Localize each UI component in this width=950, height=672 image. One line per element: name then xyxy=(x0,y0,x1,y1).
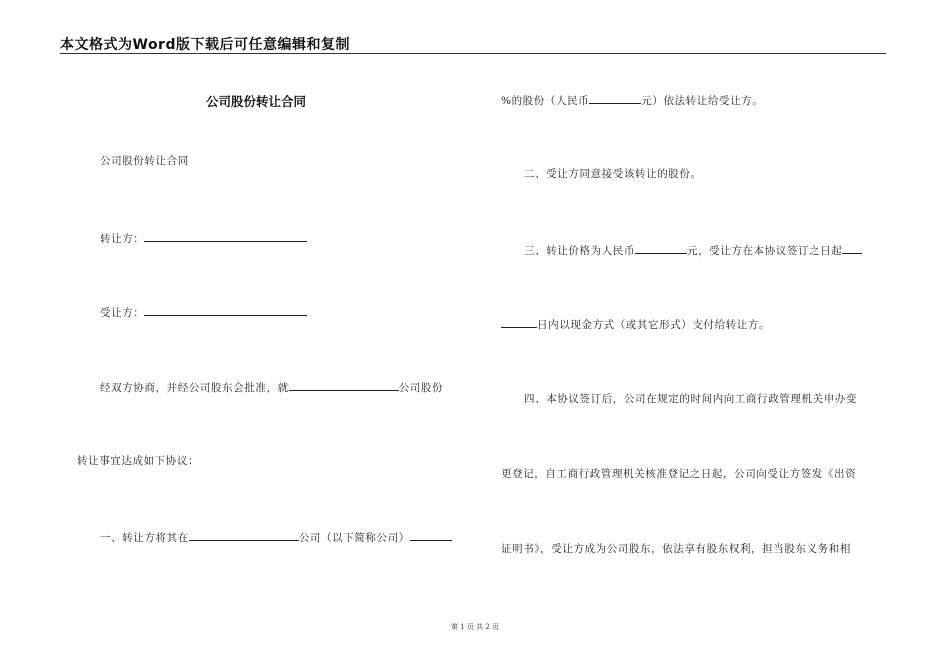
days-blank-a xyxy=(842,242,862,254)
left-para-4-a: 经双方协商，并经公司股东会批准，就 xyxy=(100,382,289,394)
page-footer: 第 1 页 共 2 页 xyxy=(450,623,500,631)
left-para-6-b: 公司（以下简称公司） xyxy=(298,532,410,544)
price-blank xyxy=(635,242,687,254)
days-blank-b xyxy=(501,316,537,328)
left-para-4-b: 公司股份 xyxy=(398,382,444,394)
amount-blank-1 xyxy=(589,92,641,104)
left-para-6-a: 一、转让方将其在 xyxy=(100,532,189,544)
left-para-5: 转让事宜达成如下协议： xyxy=(77,455,200,467)
right-para-1-a: %的股份（人民币 xyxy=(501,95,590,107)
right-para-1 xyxy=(501,92,763,108)
document-title: 公司股份转让合同 xyxy=(206,94,307,109)
right-para-3-b: 元，受让方在本协议签订之日起 xyxy=(687,245,843,257)
right-para-2: 二、受让方同意接受该转让的股份。 xyxy=(524,168,702,180)
transferor-label: 转让方： xyxy=(100,233,145,245)
right-para-3 xyxy=(524,242,862,258)
transferee-blank xyxy=(144,304,307,316)
right-para-6: 更登记，自工商行政管理机关核准登记之日起，公司向受让方签发《出资 xyxy=(501,468,857,480)
company-name-blank xyxy=(189,529,299,541)
right-para-5: 四、本协议签订后，公司在规定的时间内向工商行政管理机关申办变 xyxy=(524,393,857,405)
right-para-1-b: 元）依法转让给受让方。 xyxy=(641,95,764,107)
left-para-transferee xyxy=(100,304,307,320)
left-para-1: 公司股份转让合同 xyxy=(100,155,189,167)
right-para-7: 证明书》，受让方成为公司股东，依法享有股东权利，担当股东义务和相 xyxy=(501,543,851,555)
right-para-3-a: 三、转让价格为人民币 xyxy=(524,245,635,257)
right-para-4 xyxy=(501,316,770,332)
header-rule xyxy=(60,53,886,54)
left-para-6 xyxy=(100,529,452,545)
header-banner: 本文格式为Word版下载后可任意编辑和复制 xyxy=(60,37,350,53)
transferor-blank xyxy=(144,230,307,242)
left-para-4 xyxy=(100,379,443,395)
right-para-4-text: 日内以现金方式（或其它形式）支付给转让方。 xyxy=(537,319,771,331)
left-para-transferor xyxy=(100,230,307,246)
company-blank xyxy=(289,379,399,391)
percent-blank xyxy=(410,529,452,541)
transferee-label: 受让方： xyxy=(100,307,145,319)
